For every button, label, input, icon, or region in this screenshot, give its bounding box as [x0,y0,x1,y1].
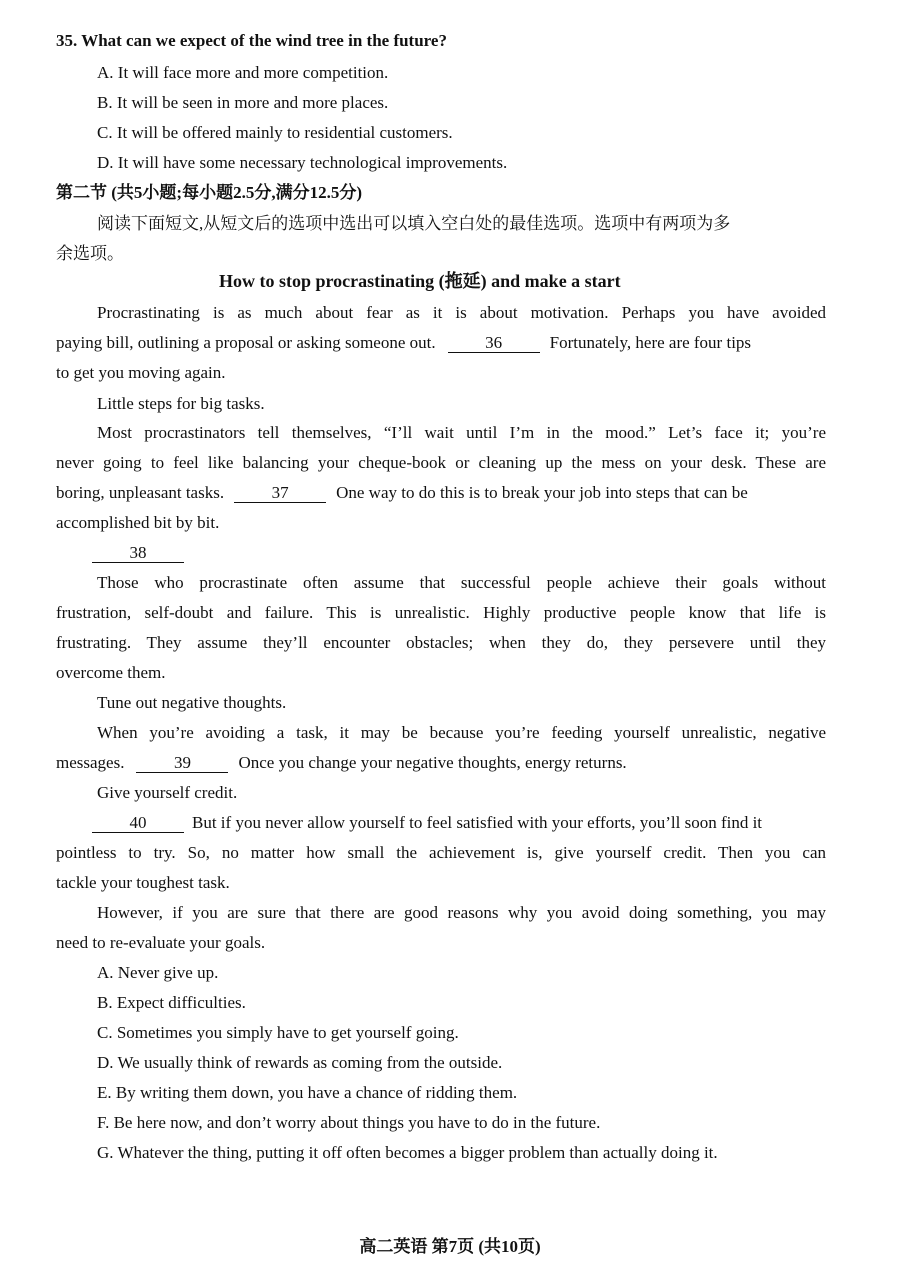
p5-line1-text: But if you never allow yourself to feel satisfied with your efforts, you’ll soon find it [192,813,763,832]
q35-option-c: C. It will be offered mainly to residential customers. [97,123,453,142]
p6-line1: However, if you are sure that there are good reasons why you avoid doing something, you may [97,903,826,922]
p4-line2-text-a: messages. [56,753,125,772]
p3-line4: overcome them. [56,663,166,682]
question-35-stem: 35. What can we expect of the wind tree in the future? [56,31,447,50]
passage-title: How to stop procrastinating (拖延) and make a start [219,271,621,291]
p2-line4: accomplished bit by bit. [56,513,220,532]
blank-39[interactable]: 39 [136,754,228,773]
p2-line3-text-b: One way to do this is to break your job into steps that can be [336,483,748,502]
blank-36[interactable]: 36 [448,334,540,353]
p2-line1: Most procrastinators tell themselves, “I’ll wait until I’m in the mood.” Let’s face it; you’re [97,423,826,442]
blank-37[interactable]: 37 [234,484,326,503]
choice-g: G. Whatever the thing, putting it off often becomes a bigger problem than actually doing it. [97,1143,718,1162]
page-footer: 高二英语 第7页 (共10页) [359,1237,541,1256]
p1-line2-text-a: paying bill, outlining a proposal or asking someone out. [56,333,436,352]
p4-line2-text-b: Once you change your negative thoughts, energy returns. [238,753,627,772]
p3-line1: Those who procrastinate often assume that successful people achieve their goals without [97,573,826,592]
p1-line2 [56,332,826,354]
choice-e: E. By writing them down, you have a chance of ridding them. [97,1083,518,1102]
subheading-give-credit: Give yourself credit. [97,783,238,802]
choice-a: A. Never give up. [97,963,219,982]
q35-option-a: A. It will face more and more competition. [97,63,389,82]
p1-line2-text-b: Fortunately, here are four tips [549,333,752,352]
subheading-little-steps: Little steps for big tasks. [97,394,265,413]
p1-line3: to get you moving again. [56,363,226,382]
section-instruction-line2: 余选项。 [56,244,124,263]
p5-line3: tackle your toughest task. [56,873,230,892]
p3-line3: frustrating. They assume they’ll encounter obstacles; when they do, they persevere until they [56,633,826,652]
p4-line2 [56,752,627,774]
choice-d: D. We usually think of rewards as coming from the outside. [97,1053,503,1072]
p5-line1 [92,812,826,834]
p2-line2: never going to feel like balancing your cheque-book or cleaning up the mess on your desk. These are [56,453,826,472]
blank-38-line [92,542,184,564]
section-heading: 第二节 (共5小题;每小题2.5分,满分12.5分) [56,183,362,202]
p5-line2: pointless to try. So, no matter how small the achievement is, give yourself credit. Then you can [56,843,826,862]
q35-option-b: B. It will be seen in more and more places. [97,93,389,112]
blank-38[interactable]: 38 [92,544,184,563]
p2-line3 [56,482,826,504]
section-instruction-line1: 阅读下面短文,从短文后的选项中选出可以填入空白处的最佳选项。选项中有两项为多 [97,214,731,233]
choice-f: F. Be here now, and don’t worry about things you have to do in the future. [97,1113,601,1132]
p1-line1: Procrastinating is as much about fear as it is about motivation. Perhaps you have avoided [97,303,826,322]
p2-line3-text-a: boring, unpleasant tasks. [56,483,225,502]
choice-b: B. Expect difficulties. [97,993,246,1012]
q35-option-d: D. It will have some necessary technological improvements. [97,153,508,172]
p4-line1: When you’re avoiding a task, it may be because you’re feeding yourself unrealistic, negative [97,723,826,742]
p3-line2: frustration, self-doubt and failure. This is unrealistic. Highly productive people know that life is [56,603,826,622]
p6-line2: need to re-evaluate your goals. [56,933,266,952]
subheading-tune-out: Tune out negative thoughts. [97,693,287,712]
blank-40[interactable]: 40 [92,814,184,833]
choice-c: C. Sometimes you simply have to get yourself going. [97,1023,459,1042]
